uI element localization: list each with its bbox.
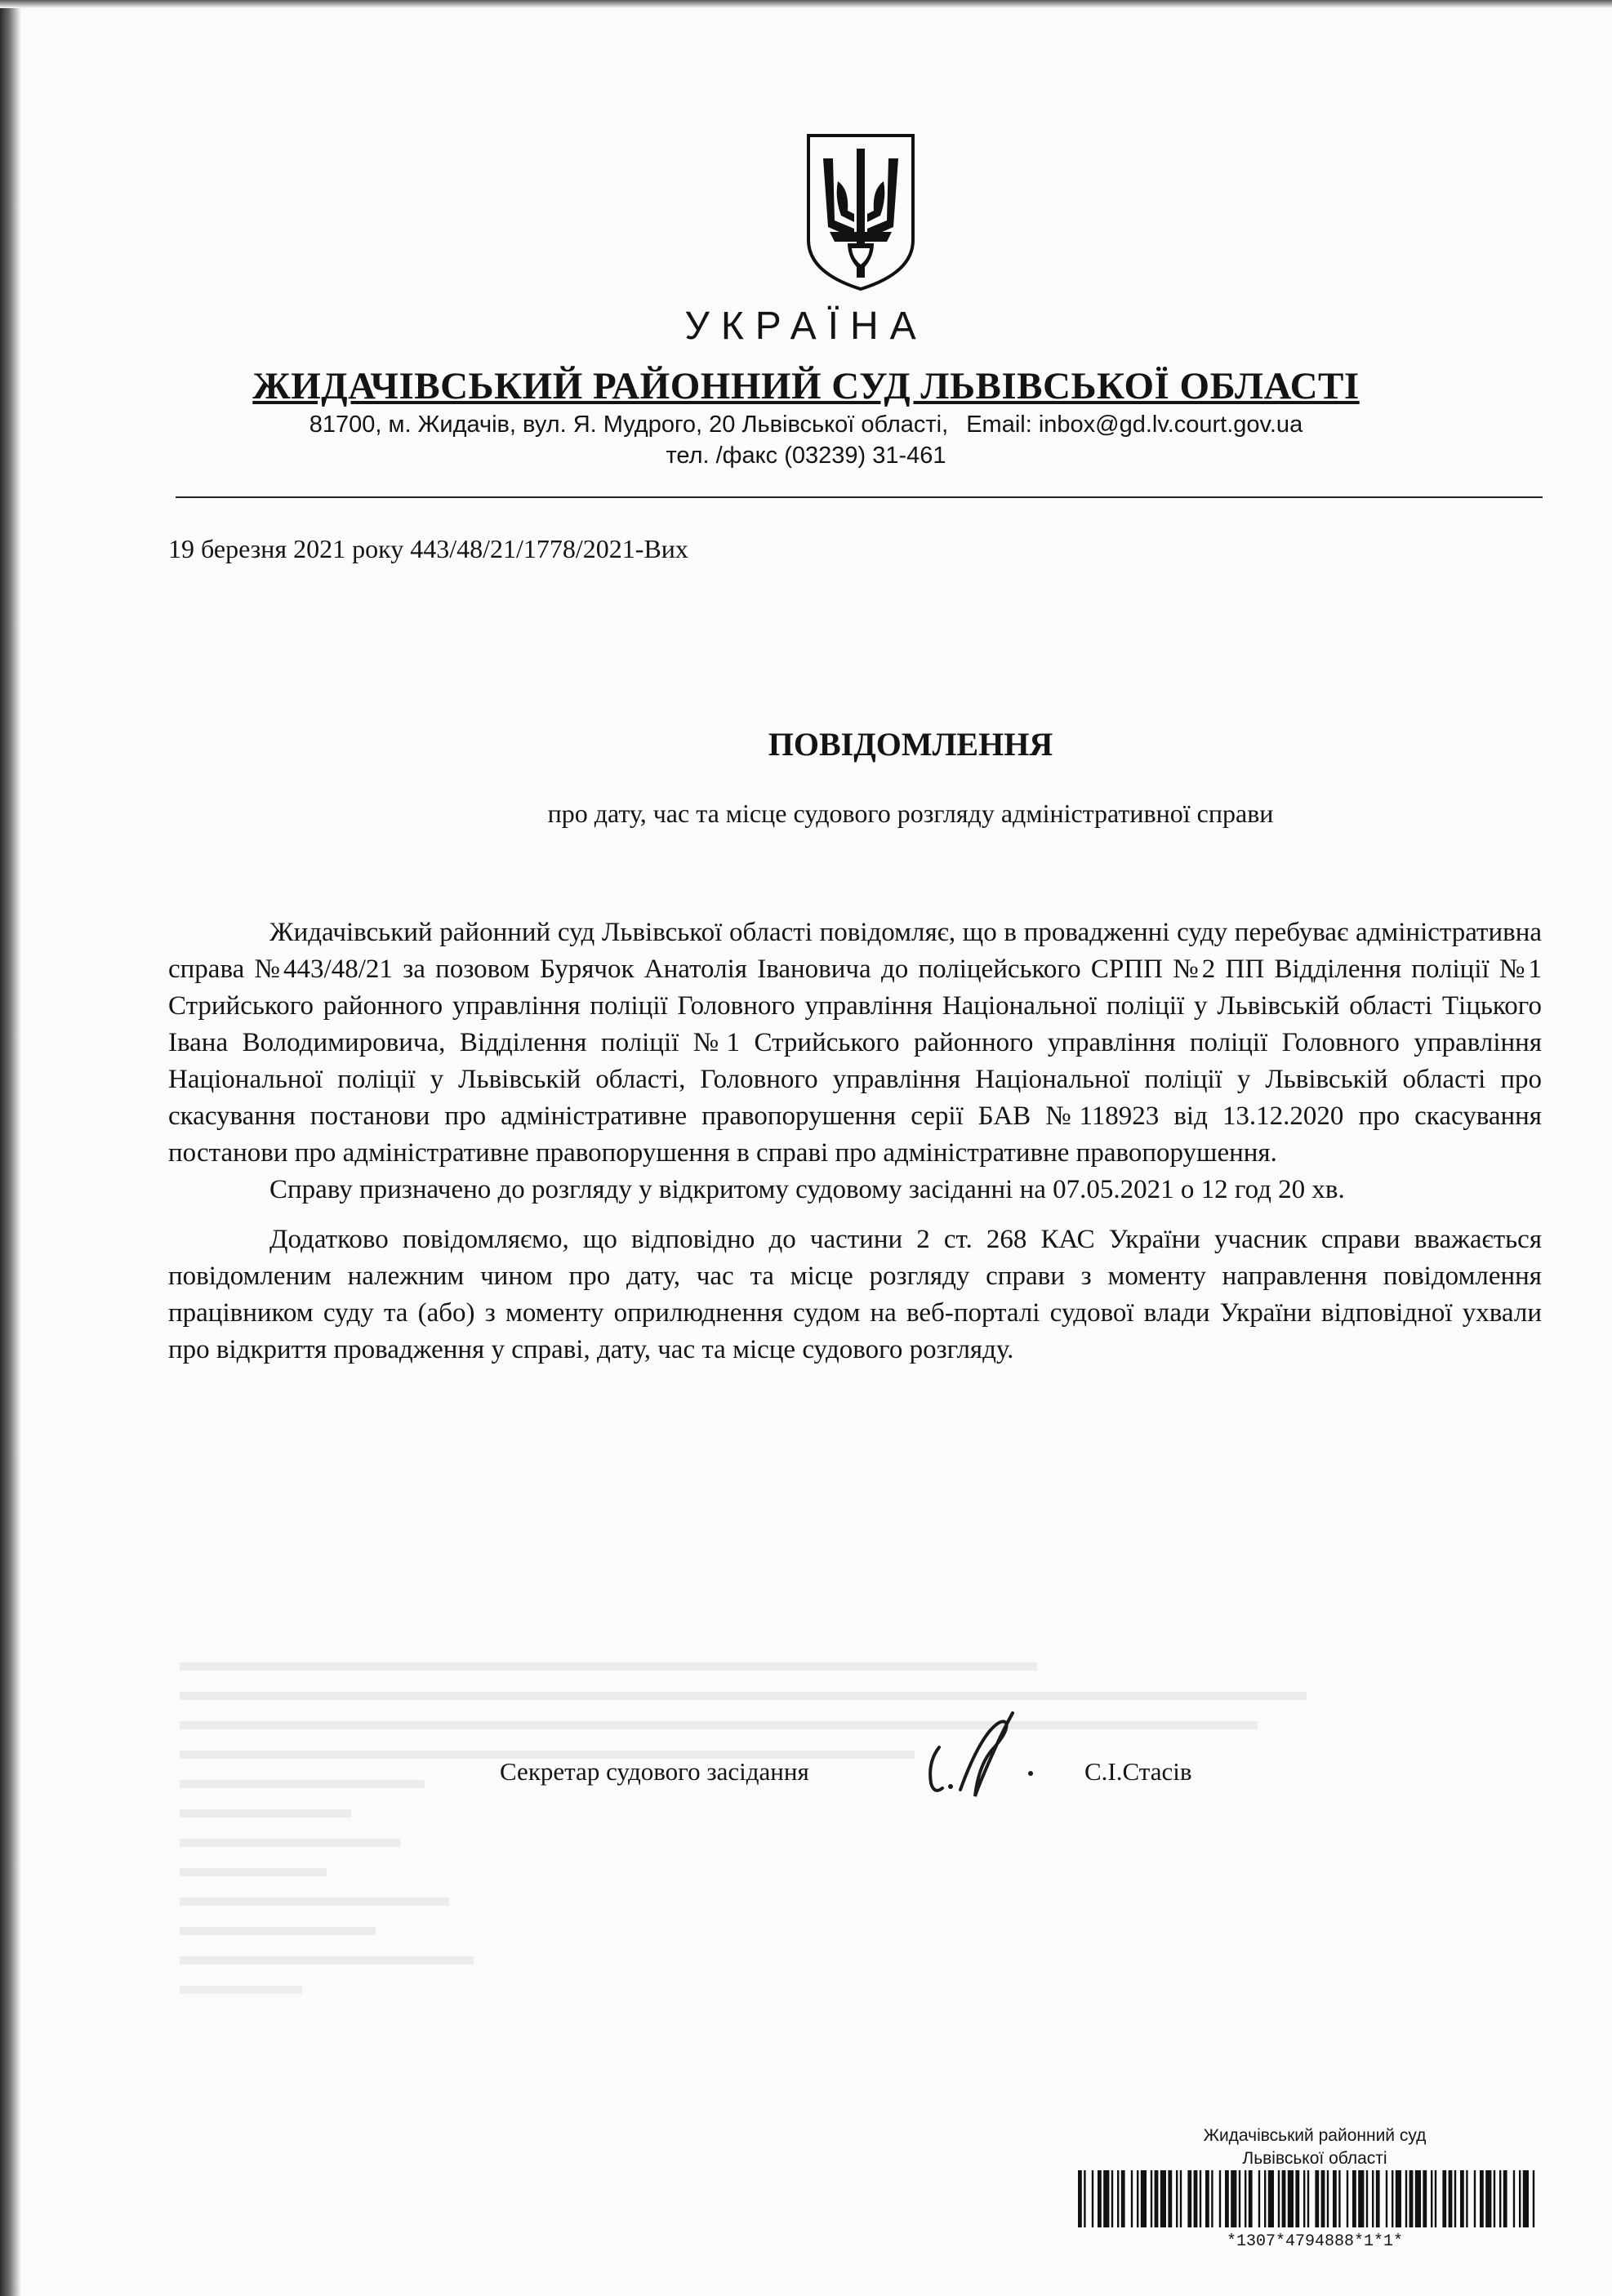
coat-of-arms-trident-icon — [805, 132, 916, 292]
outgoing-date-number: 19 березня 2021 року 443/48/21/1778/2021-Вих — [168, 534, 688, 563]
stamp-court-name: Жидачівський районний суд — [1203, 2126, 1427, 2145]
signer-name: С.І.Стасів — [1084, 1757, 1192, 1786]
court-name-heading: ЖИДАЧІВСЬКИЙ РАЙОННИЙ СУД ЛЬВІВСЬКОЇ ОБЛАСТІ — [252, 365, 1360, 407]
scan-top-shadow — [0, 0, 1612, 8]
email-text: Email: inbox@gd.lv.court.gov.ua — [966, 412, 1303, 438]
court-phone: тел. /факс (03239) 31-461 — [666, 443, 946, 469]
paragraph-notification-rule: Додатково повідомляємо, що відповідно до частини 2 ст. 268 КАС України учасник справи вважається повідомленим належним чином про дату, час та місце розгляду справи з моменту направлення повідомлення працівником суду та (або) з моменту оприлюднення судом на веб-порталі судової влади України відповідної ухвали про відкриття провадження у справі, дату, час та місце судового розгляду. — [168, 1225, 1542, 1364]
handwritten-signature-icon — [921, 1698, 1044, 1804]
stamp-region: Львівської області — [1242, 2149, 1387, 2168]
court-address — [163, 412, 1449, 438]
paragraph-case-description: Жидачівський районний суд Львівської області повідомляє, що в провадженні суду перебуває адміністративна справа №443/48/21 за позовом Бурячок Анатолія Івановича до поліцейського СРПП №2 ПП Відділення поліції №1 Стрийського районного управління поліції Головного управління Національної поліції у Львівській області Тіцького Івана Володимировича, Відділення поліції №1 Стрийського районного управління поліції Головного управління Національної поліції у Львівській області, Головного управління Національної поліції у Львівській області про скасування постанови про адміністративне правопорушення серії БАВ №118923 від 13.12.2020 про скасування постанови про адміністративне правопорушення в справі про адміністративне правопорушення. — [168, 918, 1542, 1168]
barcode-number: *1307*4794888*1*1* — [1226, 2232, 1404, 2251]
address-text: 81700, м. Жидачів, вул. Я. Мудрого, 20 Львівської області, — [309, 412, 949, 438]
paragraph-hearing-date: Справу призначено до розгляду у відкритому судовому засіданні на 07.05.2021 о 12 год 20 хв. — [269, 1175, 1345, 1204]
document-title: ПОВІДОМЛЕННЯ — [768, 726, 1053, 763]
signature-role-label: Секретар судового засідання — [500, 1757, 809, 1786]
show-through-text — [180, 1641, 1405, 2147]
notice-body — [168, 914, 1542, 1368]
document-subtitle: про дату, час та місце судового розгляду адміністративної справи — [547, 799, 1274, 828]
barcode-icon — [1078, 2170, 1535, 2227]
header-divider — [176, 496, 1543, 498]
country-heading: УКРАЇНА — [684, 305, 928, 348]
